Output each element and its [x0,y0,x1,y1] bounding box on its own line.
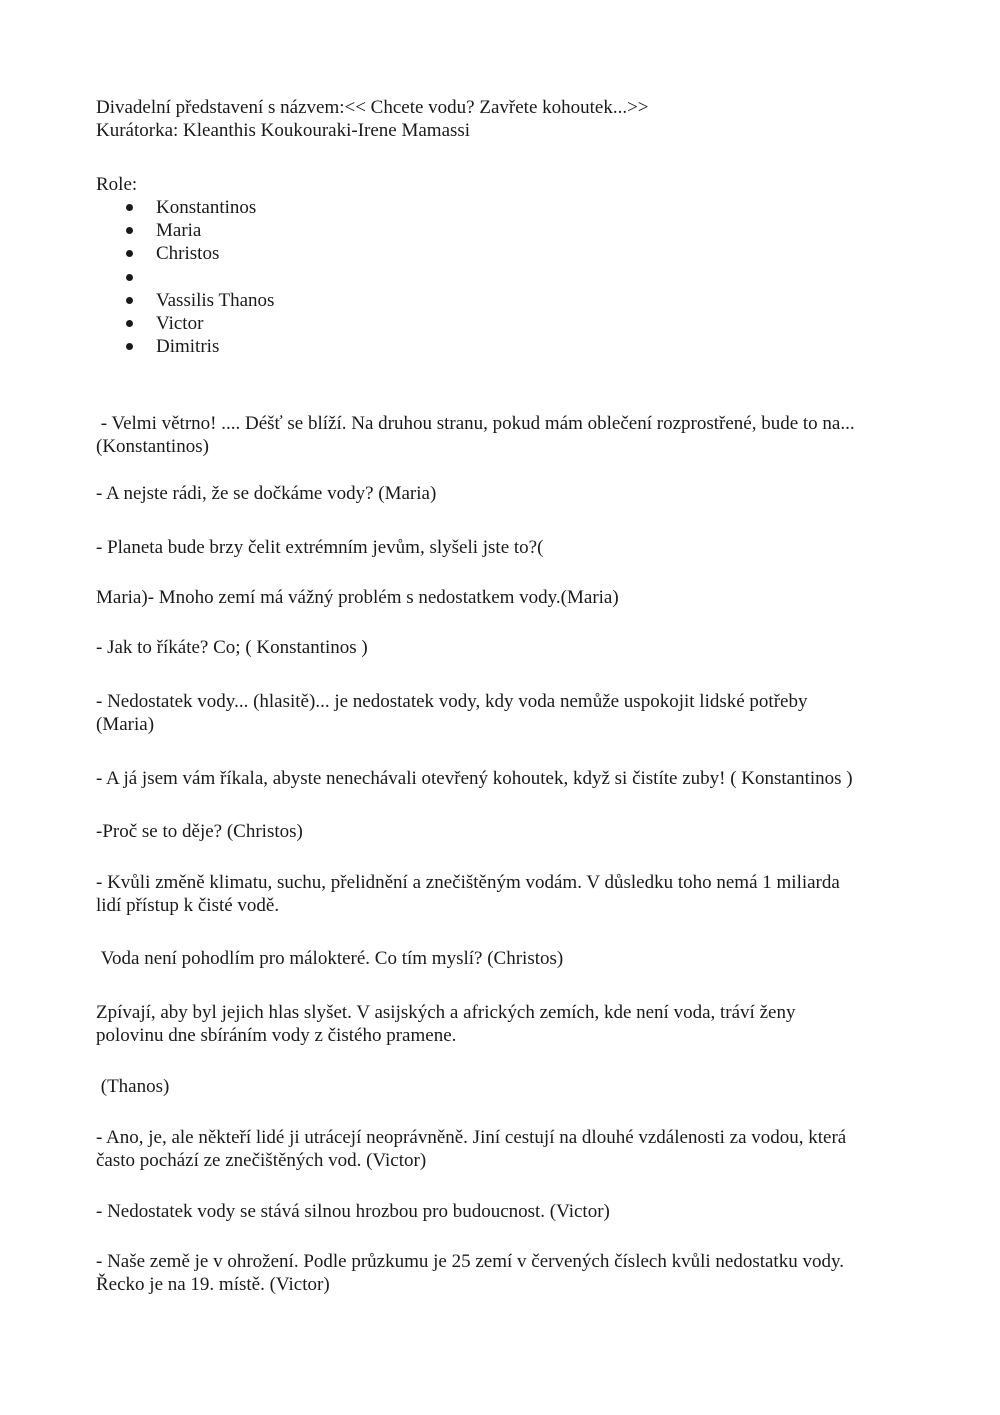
dialogue-line: - Naše země je v ohrožení. Podle průzkumu je 25 zemí v červených číslech kvůli nedostatku vody. Řecko je na 19. místě. (Victor) [96,1251,844,1295]
dialogue-line: - Nedostatek vody... (hlasitě)... je nedostatek vody, kdy voda nemůže uspokojit lidské potřeby (Maria) [96,691,808,735]
bullet-icon [126,320,133,327]
role-item [96,289,274,312]
play-title: Divadelní představení s názvem:<< Chcete vodu? Zavřete kohoutek...>> [96,97,649,118]
dialogue-line: (Thanos) [96,1076,170,1097]
bullet-icon [126,274,133,281]
role-name: Konstantinos [156,197,257,218]
roles-heading: Role: [96,174,138,195]
role-item [96,219,274,242]
dialogue-line: - A nejste rádi, že se dočkáme vody? (Maria) [96,483,437,504]
role-name: Maria [156,220,202,242]
role-item [96,196,274,219]
dialogue-line: - Velmi větrno! .... Déšť se blíží. Na druhou stranu, pokud mám oblečení rozprostřené, bude to na... (Konstantinos) [96,413,855,457]
bullet-icon [126,204,133,211]
dialogue-line: - Jak to říkáte? Co; ( Konstantinos ) [96,637,368,658]
role-name: Christos [156,243,220,265]
dialogue-line: - Ano, je, ale někteří lidé ji utrácejí neoprávněně. Jiní cestují na dlouhé vzdálenosti za vodou, která často pochází ze znečištěných vod. (Victor) [96,1127,847,1171]
role-item [96,266,274,289]
dialogue-line: Maria)- Mnoho zemí má vážný problém s nedostatkem vody.(Maria) [96,587,619,608]
dialogue-line: - Kvůli změně klimatu, suchu, přelidnění a znečištěným vodám. V důsledku toho nemá 1 miliarda lidí přístup k čisté vodě. [96,872,840,916]
role-item [96,242,274,265]
role-name: Victor [156,312,204,334]
role-item [96,335,274,358]
role-name: Vassilis Thanos [156,289,275,311]
dialogue-line: Zpívají, aby byl jejich hlas slyšet. V asijských a afrických zemích, kde není voda, tráví ženy polovinu dne sbíráním vody z čistého pramene. [96,1002,796,1046]
roles-list [96,196,274,358]
bullet-icon [126,297,133,304]
curator-line: Kurátorka: Kleanthis Koukouraki-Irene Mamassi [96,120,471,141]
bullet-icon [126,343,133,350]
dialogue-line: - Planeta bude brzy čelit extrémním jevům, slyšeli jste to?( [96,537,544,558]
dialogue-line: Voda není pohodlím pro málokteré. Co tím myslí? (Christos) [96,948,564,969]
bullet-icon [126,250,133,257]
bullet-icon [126,227,133,234]
dialogue-line: - A já jsem vám říkala, abyste nenechávali otevřený kohoutek, když si čistíte zuby! ( Konstantinos ) [96,768,853,789]
dialogue-line: -Proč se to děje? (Christos) [96,821,303,842]
dialogue-line: - Nedostatek vody se stává silnou hrozbou pro budoucnost. (Victor) [96,1201,610,1222]
role-name: Dimitris [156,336,220,358]
role-item [96,312,274,335]
